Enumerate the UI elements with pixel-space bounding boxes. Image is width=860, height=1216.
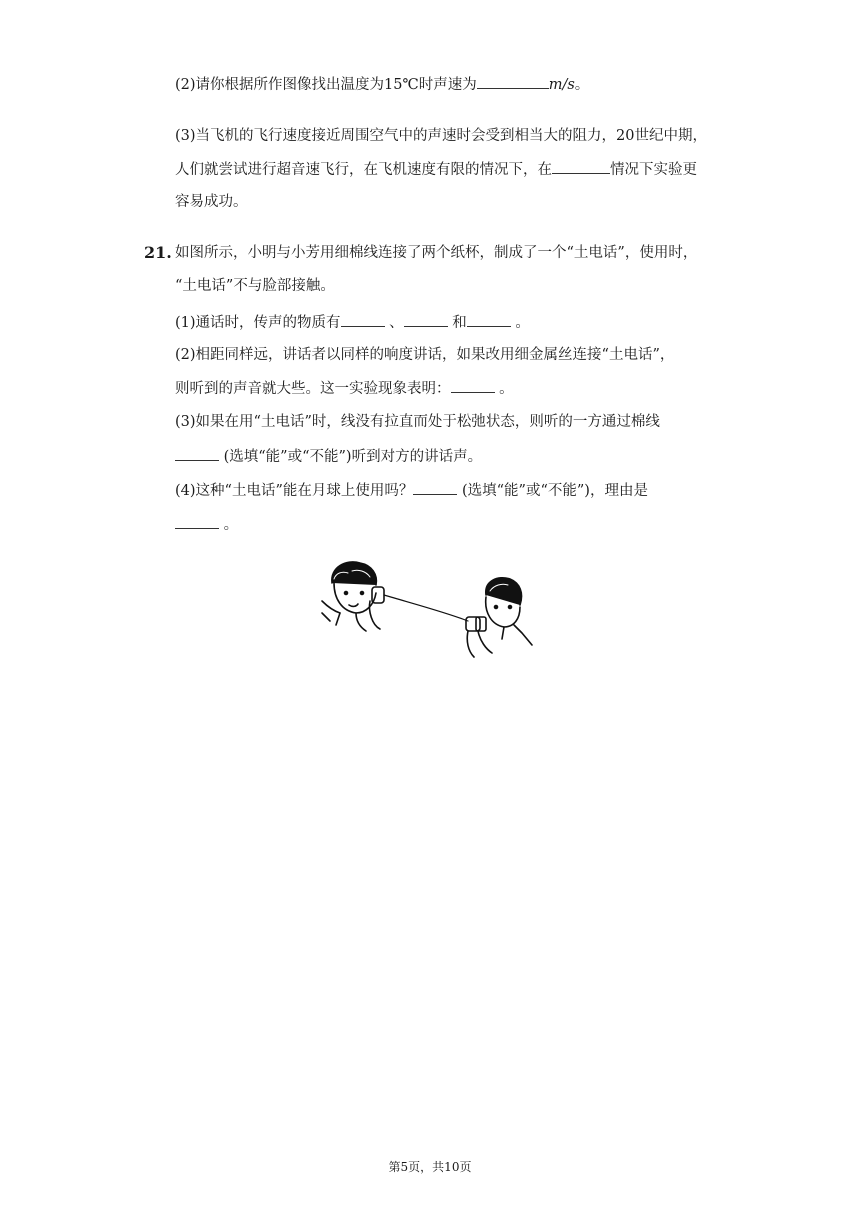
period: 。 bbox=[499, 381, 514, 397]
q21-part1-text: (1)通话时，传声的物质有 bbox=[175, 315, 341, 331]
answer-blank[interactable] bbox=[477, 74, 549, 89]
q20-part3-text-a: 人们就尝试进行超音速飞行，在飞机速度有限的情况下，在 bbox=[175, 162, 552, 178]
answer-blank[interactable] bbox=[175, 446, 219, 461]
period: 。 bbox=[223, 517, 239, 533]
answer-blank[interactable] bbox=[404, 312, 448, 327]
q21-part2-text: 则听到的声音就大些。这一实验现象表明： bbox=[175, 381, 451, 397]
q20-part2-unit: m/s bbox=[548, 77, 575, 93]
answer-blank[interactable] bbox=[451, 378, 495, 393]
answer-blank[interactable] bbox=[552, 159, 610, 174]
answer-blank[interactable] bbox=[175, 514, 219, 529]
answer-blank[interactable] bbox=[467, 312, 511, 327]
q21-part1 bbox=[175, 312, 530, 333]
q21-part4-line1 bbox=[175, 480, 648, 501]
q21-part4-text-a: (4)这种“土电话”能在月球上使用吗？ bbox=[175, 483, 414, 499]
q21-part2-line2 bbox=[175, 378, 514, 399]
q21-part4-text-b: (选填“能”或“不能”)，理由是 bbox=[461, 483, 648, 499]
answer-blank[interactable] bbox=[413, 480, 457, 495]
q20-part3-line3: 容易成功。 bbox=[175, 194, 248, 210]
page-footer: 第5页，共10页 bbox=[388, 1160, 472, 1174]
separator: 和 bbox=[452, 315, 467, 331]
q21-stem-line2: “土电话”不与脸部接触。 bbox=[175, 278, 335, 294]
q20-part3-line2 bbox=[175, 159, 697, 180]
q20-part3-text-b: 情况下实验更 bbox=[610, 162, 697, 178]
q21-part4-line2 bbox=[175, 514, 238, 535]
question-number: 21. bbox=[144, 243, 172, 262]
q20-part2 bbox=[175, 74, 589, 95]
q20-part2-prefix: (2)请你根据所作图像找出温度为15℃时声速为 bbox=[175, 77, 477, 93]
q21-stem-line1: 如图所示，小明与小芳用细棉线连接了两个纸杯，制成了一个“土电话”，使用时， bbox=[175, 245, 698, 261]
q21-part3-line1: (3)如果在用“土电话”时，线没有拉直而处于松弛状态，则听的一方通过棉线 bbox=[175, 414, 660, 430]
tin-can-telephone-illustration bbox=[318, 555, 540, 659]
period: 。 bbox=[515, 315, 530, 331]
answer-blank[interactable] bbox=[341, 312, 385, 327]
q21-part3-line2 bbox=[175, 446, 482, 467]
q21-part2-line1: (2)相距同样远，讲话者以同样的响度讲话，如果改用细金属丝连接“土电话”， bbox=[175, 347, 675, 363]
q20-part2-suffix: 。 bbox=[574, 77, 590, 93]
separator: 、 bbox=[389, 315, 404, 331]
q20-part3-line1: (3)当飞机的飞行速度接近周围空气中的声速时会受到相当大的阻力，20世纪中期， bbox=[175, 128, 707, 144]
q21-part3-text: (选填“能”或“不能”)听到对方的讲话声。 bbox=[223, 449, 483, 465]
